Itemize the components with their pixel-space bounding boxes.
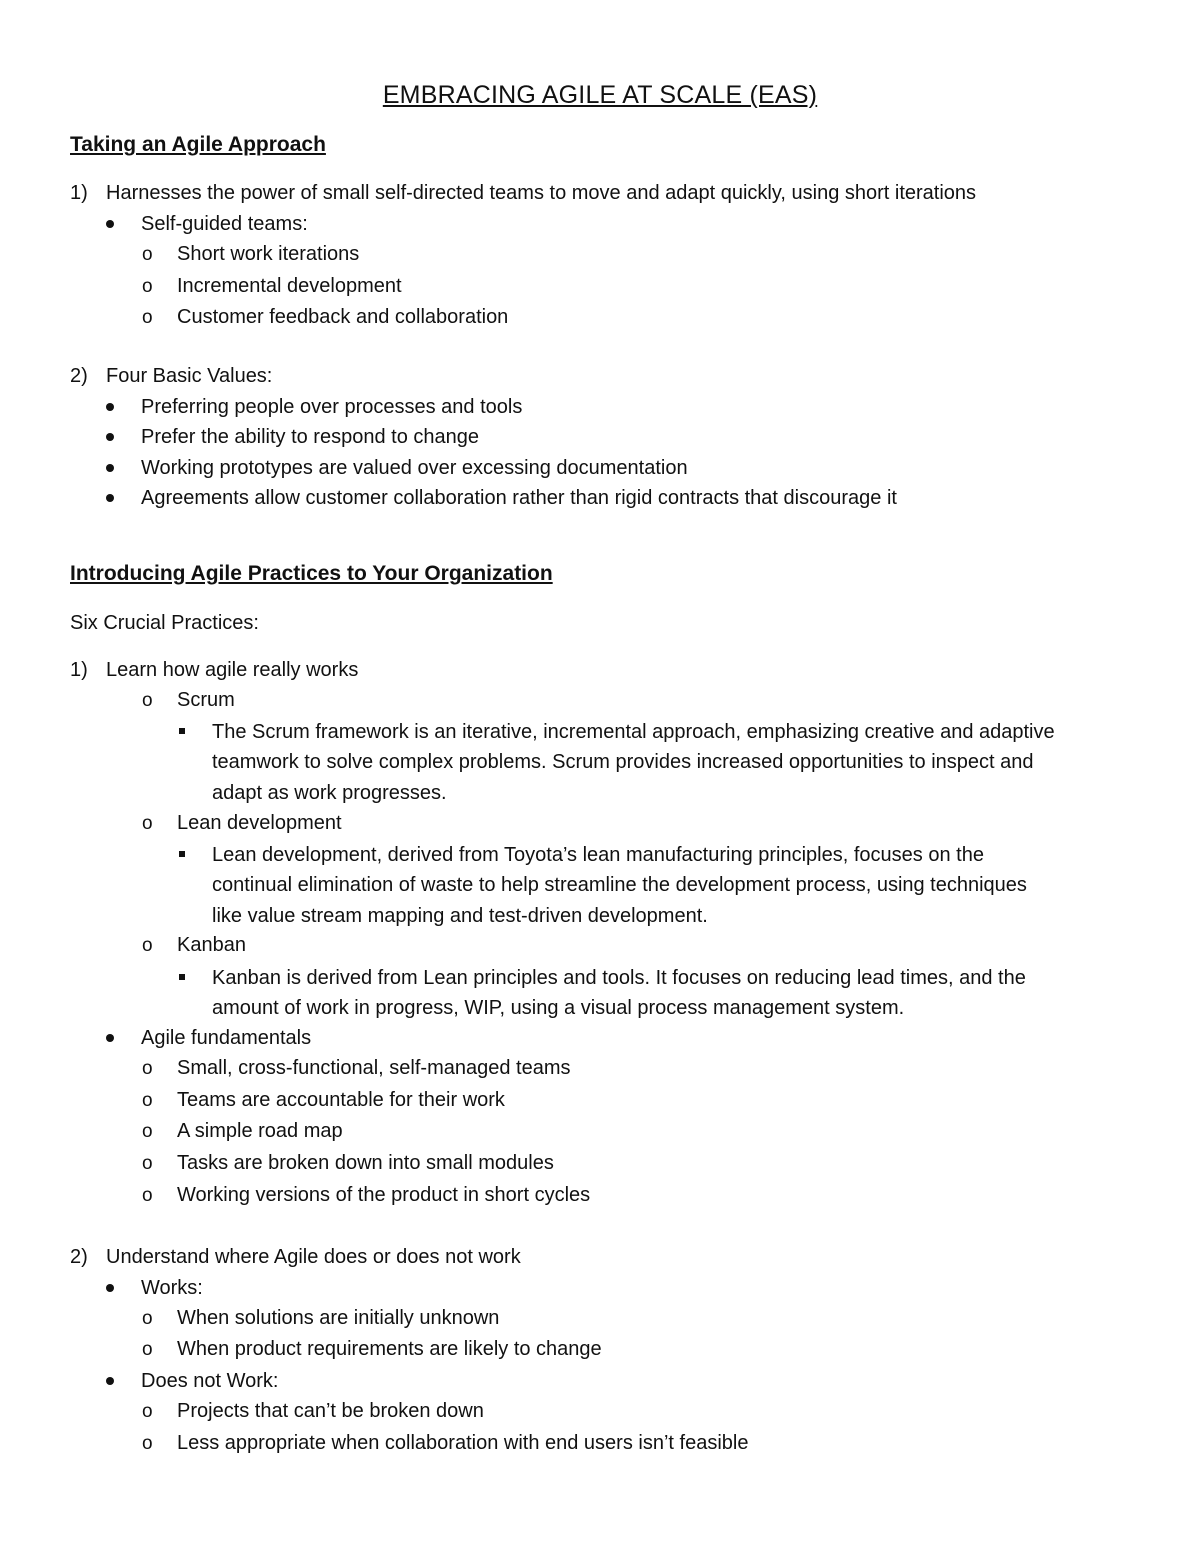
bullet-icon	[106, 220, 114, 228]
bullet-icon	[106, 403, 114, 411]
list-item-text: Harnesses the power of small self-directed teams to move and adapt quickly, using short iterations	[106, 182, 977, 204]
bullet-text: Works:	[141, 1277, 203, 1299]
bullet-text: Working prototypes are valued over excessing documentation	[141, 457, 688, 479]
list-item-text: Understand where Agile does or does not work	[106, 1246, 521, 1268]
bullet-icon	[106, 1034, 114, 1042]
bullet-icon	[106, 1377, 114, 1385]
square-bullet-icon	[179, 728, 185, 734]
circle-bullet-icon: o	[142, 307, 153, 328]
sub-bullet-text: When product requirements are likely to change	[177, 1338, 602, 1360]
bullet-text: Agile fundamentals	[141, 1027, 312, 1049]
circle-bullet-icon: o	[142, 1090, 153, 1111]
sub-bullet-text: Less appropriate when collaboration with end users isn’t feasible	[177, 1432, 749, 1454]
document-title: EMBRACING AGILE AT SCALE (EAS)	[382, 81, 818, 109]
list-number: 2)	[70, 365, 88, 387]
sub-bullet-text: Kanban	[177, 934, 246, 956]
sub-bullet-text: Tasks are broken down into small modules	[177, 1152, 554, 1174]
description-line: The Scrum framework is an iterative, incremental approach, emphasizing creative and adaptive	[212, 721, 1055, 743]
circle-bullet-icon: o	[142, 1121, 153, 1142]
circle-bullet-icon: o	[142, 1339, 153, 1360]
section-heading-agile-approach: Taking an Agile Approach	[70, 133, 326, 156]
bullet-icon	[106, 1284, 114, 1292]
list-item-text: Learn how agile really works	[106, 659, 359, 681]
list-number: 2)	[70, 1246, 88, 1268]
section-heading-introducing-agile: Introducing Agile Practices to Your Organization	[70, 562, 553, 585]
circle-bullet-icon: o	[142, 1058, 153, 1079]
sub-bullet-text: Lean development	[177, 812, 342, 834]
list-number: 1)	[70, 182, 88, 204]
bullet-text: Does not Work:	[141, 1370, 279, 1392]
circle-bullet-icon: o	[142, 1153, 153, 1174]
bullet-icon	[106, 494, 114, 502]
list-item-text: Four Basic Values:	[106, 365, 273, 387]
description-line: like value stream mapping and test-driven development.	[212, 905, 708, 927]
circle-bullet-icon: o	[142, 244, 153, 265]
circle-bullet-icon: o	[142, 1185, 153, 1206]
sub-bullet-text: Small, cross-functional, self-managed teams	[177, 1057, 571, 1079]
sub-bullet-text: Teams are accountable for their work	[177, 1089, 505, 1111]
square-bullet-icon	[179, 974, 185, 980]
description-line: Kanban is derived from Lean principles and tools. It focuses on reducing lead times, and the	[212, 967, 1026, 989]
description-line: continual elimination of waste to help streamline the development process, using techniques	[212, 874, 1027, 896]
sub-bullet-text: Projects that can’t be broken down	[177, 1400, 484, 1422]
bullet-icon	[106, 433, 114, 441]
circle-bullet-icon: o	[142, 813, 153, 834]
circle-bullet-icon: o	[142, 1308, 153, 1329]
circle-bullet-icon: o	[142, 935, 153, 956]
description-line: Lean development, derived from Toyota’s lean manufacturing principles, focuses on the	[212, 844, 984, 866]
description-line: teamwork to solve complex problems. Scrum provides increased opportunities to inspect and	[212, 751, 1034, 773]
circle-bullet-icon: o	[142, 690, 153, 711]
circle-bullet-icon: o	[142, 1433, 153, 1454]
bullet-text: Preferring people over processes and tools	[141, 396, 523, 418]
bullet-text: Prefer the ability to respond to change	[141, 426, 479, 448]
square-bullet-icon	[179, 851, 185, 857]
circle-bullet-icon: o	[142, 276, 153, 297]
sub-bullet-text: Short work iterations	[177, 243, 360, 265]
bullet-icon	[106, 464, 114, 472]
circle-bullet-icon: o	[142, 1401, 153, 1422]
description-line: adapt as work progresses.	[212, 782, 447, 804]
sub-bullet-text: Working versions of the product in short cycles	[177, 1184, 591, 1206]
bullet-text: Self-guided teams:	[141, 213, 308, 235]
sub-bullet-text: A simple road map	[177, 1120, 343, 1142]
description-line: amount of work in progress, WIP, using a visual process management system.	[212, 997, 905, 1019]
sub-bullet-text: Customer feedback and collaboration	[177, 306, 509, 328]
sub-bullet-text: Scrum	[177, 689, 235, 711]
sub-bullet-text: Incremental development	[177, 275, 402, 297]
sub-bullet-text: When solutions are initially unknown	[177, 1307, 500, 1329]
list-number: 1)	[70, 659, 88, 681]
intro-text: Six Crucial Practices:	[70, 612, 259, 634]
bullet-text: Agreements allow customer collaboration rather than rigid contracts that discourage it	[141, 487, 897, 509]
